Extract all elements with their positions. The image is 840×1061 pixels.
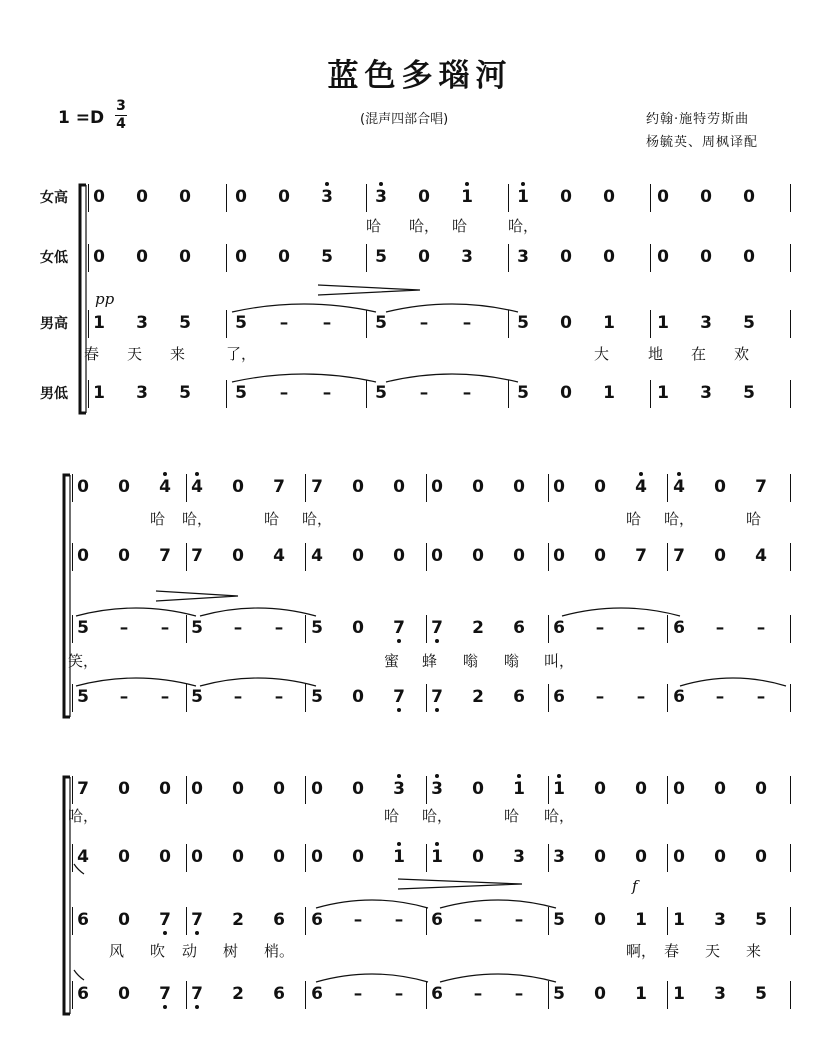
jianpu-note: 1 bbox=[635, 910, 647, 930]
jianpu-note: 7 bbox=[426, 687, 448, 707]
sustain-dash: – bbox=[394, 984, 404, 1004]
jianpu-note: 0 bbox=[594, 477, 606, 497]
lyric-syllable: 哈， bbox=[544, 807, 575, 825]
lyric-syllable: 欢 bbox=[734, 345, 750, 363]
lyric-syllable: 大 bbox=[594, 345, 610, 363]
jianpu-note: 0 bbox=[594, 910, 606, 930]
tie-continuation bbox=[74, 864, 84, 874]
sustain-dash: – bbox=[715, 687, 725, 707]
jianpu-note: 0 bbox=[352, 477, 364, 497]
jianpu-note: 6 bbox=[311, 984, 323, 1004]
system-bracket bbox=[80, 185, 86, 413]
jianpu-note: 6 bbox=[311, 910, 323, 930]
sustain-dash: – bbox=[353, 984, 363, 1004]
jianpu-note: 0 bbox=[603, 247, 615, 267]
jianpu-note: 7 bbox=[388, 687, 410, 707]
jianpu-note: 5 bbox=[191, 618, 203, 638]
jianpu-note: 0 bbox=[714, 546, 726, 566]
lyric-syllable: 风 bbox=[109, 942, 125, 960]
jianpu-note: 0 bbox=[553, 477, 565, 497]
jianpu-note: 5 bbox=[743, 383, 755, 403]
sustain-dash: – bbox=[462, 313, 472, 333]
jianpu-note: 7 bbox=[154, 984, 176, 1004]
jianpu-note: 4 bbox=[273, 546, 285, 566]
decrescendo-hairpin bbox=[318, 285, 420, 295]
jianpu-note: 0 bbox=[560, 247, 572, 267]
jianpu-note: 3 bbox=[388, 779, 410, 799]
slur-arc bbox=[680, 678, 786, 686]
jianpu-note: 0 bbox=[118, 477, 130, 497]
jianpu-note: 6 bbox=[673, 618, 685, 638]
jianpu-note: 1 bbox=[673, 910, 685, 930]
jianpu-note: 0 bbox=[513, 477, 525, 497]
time-signature-top: 3 bbox=[116, 98, 126, 114]
jianpu-note: 0 bbox=[635, 779, 647, 799]
sustain-dash: – bbox=[756, 687, 766, 707]
jianpu-note: 7 bbox=[388, 618, 410, 638]
jianpu-note: 5 bbox=[77, 618, 89, 638]
lyric-syllable: 蜜 bbox=[384, 652, 400, 670]
jianpu-note: 0 bbox=[594, 779, 606, 799]
jianpu-note: 5 bbox=[375, 313, 387, 333]
jianpu-note: 1 bbox=[603, 383, 615, 403]
lyric-syllable: 在 bbox=[691, 345, 707, 363]
jianpu-note: 0 bbox=[77, 546, 89, 566]
jianpu-note: 0 bbox=[560, 383, 572, 403]
jianpu-note: 0 bbox=[159, 847, 171, 867]
jianpu-note: 0 bbox=[560, 313, 572, 333]
sustain-dash: – bbox=[394, 910, 404, 930]
jianpu-note: 3 bbox=[700, 313, 712, 333]
jianpu-note: 5 bbox=[553, 984, 565, 1004]
jianpu-note: 0 bbox=[352, 779, 364, 799]
jianpu-note: 7 bbox=[273, 477, 285, 497]
jianpu-note: 5 bbox=[235, 313, 247, 333]
jianpu-note: 0 bbox=[352, 618, 364, 638]
lyric-syllable: 天 bbox=[127, 345, 143, 363]
jianpu-note: 7 bbox=[186, 984, 208, 1004]
part-label: 女低 bbox=[40, 250, 68, 266]
jianpu-note: 6 bbox=[673, 687, 685, 707]
jianpu-note: 2 bbox=[472, 618, 484, 638]
sustain-dash: – bbox=[595, 687, 605, 707]
lyric-syllable: 哈， bbox=[422, 807, 453, 825]
lyric-syllable: 哈， bbox=[409, 217, 440, 235]
jianpu-note: 0 bbox=[635, 847, 647, 867]
system-bracket bbox=[64, 777, 70, 1014]
jianpu-note: 4 bbox=[311, 546, 323, 566]
lyricist-credit: 杨毓英、周枫译配 bbox=[646, 135, 759, 150]
jianpu-note: 0 bbox=[755, 779, 767, 799]
jianpu-note: 0 bbox=[235, 187, 247, 207]
jianpu-note: 0 bbox=[594, 984, 606, 1004]
jianpu-note: 4 bbox=[755, 546, 767, 566]
lyric-syllable: 哈， bbox=[302, 510, 333, 528]
jianpu-note: 1 bbox=[635, 984, 647, 1004]
sustain-dash: – bbox=[595, 618, 605, 638]
jianpu-note: 0 bbox=[232, 779, 244, 799]
lyric-syllable: 哈， bbox=[182, 510, 213, 528]
jianpu-note: 7 bbox=[635, 546, 647, 566]
jianpu-note: 0 bbox=[118, 910, 130, 930]
jianpu-note: 1 bbox=[508, 779, 530, 799]
jianpu-note: 3 bbox=[517, 247, 529, 267]
jianpu-note: 7 bbox=[755, 477, 767, 497]
lyric-syllable: 哈 bbox=[264, 510, 280, 528]
sustain-dash: – bbox=[160, 687, 170, 707]
jianpu-note: 0 bbox=[594, 546, 606, 566]
jianpu-note: 0 bbox=[700, 187, 712, 207]
jianpu-note: 3 bbox=[136, 383, 148, 403]
jianpu-note: 0 bbox=[743, 247, 755, 267]
lyric-syllable: 哈 bbox=[384, 807, 400, 825]
sustain-dash: – bbox=[279, 313, 289, 333]
lyric-syllable: 梢。 bbox=[264, 942, 295, 960]
part-label: 男低 bbox=[40, 386, 68, 402]
jianpu-note: 7 bbox=[154, 910, 176, 930]
lyric-syllable: 哈 bbox=[452, 217, 468, 235]
jianpu-note: 6 bbox=[513, 618, 525, 638]
jianpu-note: 6 bbox=[273, 910, 285, 930]
jianpu-note: 1 bbox=[426, 847, 448, 867]
slur-arc bbox=[76, 608, 196, 616]
jianpu-note: 1 bbox=[93, 383, 105, 403]
jianpu-note: 0 bbox=[560, 187, 572, 207]
jianpu-note: 3 bbox=[370, 187, 392, 207]
jianpu-note: 1 bbox=[388, 847, 410, 867]
sustain-dash: – bbox=[119, 618, 129, 638]
jianpu-note: 7 bbox=[186, 910, 208, 930]
jianpu-note: 5 bbox=[311, 618, 323, 638]
jianpu-note: 0 bbox=[118, 847, 130, 867]
jianpu-note: 3 bbox=[513, 847, 525, 867]
sustain-dash: – bbox=[636, 687, 646, 707]
jianpu-note: 4 bbox=[77, 847, 89, 867]
dynamic-marking: pp bbox=[95, 290, 115, 308]
jianpu-note: 0 bbox=[418, 247, 430, 267]
jianpu-note: 5 bbox=[517, 313, 529, 333]
jianpu-note: 4 bbox=[668, 477, 690, 497]
jianpu-note: 0 bbox=[431, 477, 443, 497]
lyric-syllable: 哈 bbox=[150, 510, 166, 528]
jianpu-note: 0 bbox=[191, 779, 203, 799]
jianpu-note: 0 bbox=[755, 847, 767, 867]
dynamic-marking: f bbox=[632, 877, 638, 895]
jianpu-note: 0 bbox=[472, 779, 484, 799]
jianpu-note: 5 bbox=[553, 910, 565, 930]
slur-arc bbox=[316, 900, 428, 908]
jianpu-note: 0 bbox=[657, 187, 669, 207]
jianpu-note: 6 bbox=[77, 984, 89, 1004]
jianpu-note: 0 bbox=[553, 546, 565, 566]
lyric-syllable: 哈 bbox=[746, 510, 762, 528]
lyric-syllable: 笑， bbox=[68, 652, 99, 670]
lyric-syllable: 叫， bbox=[544, 652, 575, 670]
jianpu-note: 0 bbox=[179, 247, 191, 267]
lyric-syllable: 蜂 bbox=[422, 652, 438, 670]
jianpu-note: 0 bbox=[352, 687, 364, 707]
jianpu-note: 0 bbox=[472, 477, 484, 497]
composer-credit: 约翰·施特劳斯曲 bbox=[646, 112, 750, 127]
jianpu-note: 1 bbox=[657, 383, 669, 403]
jianpu-note: 5 bbox=[311, 687, 323, 707]
jianpu-note: 0 bbox=[311, 847, 323, 867]
jianpu-note: 0 bbox=[118, 984, 130, 1004]
jianpu-note: 6 bbox=[77, 910, 89, 930]
slur-arc bbox=[316, 974, 428, 982]
jianpu-note: 0 bbox=[179, 187, 191, 207]
lyric-syllable: 来 bbox=[746, 942, 762, 960]
jianpu-note: 1 bbox=[548, 779, 570, 799]
jianpu-note: 5 bbox=[235, 383, 247, 403]
score-title: 蓝色多瑙河 bbox=[327, 58, 513, 94]
jianpu-note: 0 bbox=[431, 546, 443, 566]
jianpu-note: 1 bbox=[603, 313, 615, 333]
jianpu-note: 2 bbox=[232, 910, 244, 930]
jianpu-note: 0 bbox=[93, 247, 105, 267]
jianpu-note: 1 bbox=[93, 313, 105, 333]
jianpu-note: 3 bbox=[316, 187, 338, 207]
lyric-syllable: 嗡 bbox=[504, 652, 520, 670]
jianpu-note: 6 bbox=[553, 687, 565, 707]
jianpu-note: 1 bbox=[673, 984, 685, 1004]
slur-arc bbox=[200, 608, 316, 616]
jianpu-note: 0 bbox=[273, 847, 285, 867]
slur-arc bbox=[562, 608, 680, 616]
jianpu-note: 0 bbox=[657, 247, 669, 267]
slur-arc bbox=[200, 678, 316, 686]
jianpu-note: 0 bbox=[278, 187, 290, 207]
sustain-dash: – bbox=[473, 910, 483, 930]
jianpu-note: 0 bbox=[232, 546, 244, 566]
lyric-syllable: 哈， bbox=[664, 510, 695, 528]
jianpu-note: 0 bbox=[352, 847, 364, 867]
jianpu-note: 0 bbox=[393, 546, 405, 566]
part-label: 女高 bbox=[40, 190, 68, 206]
jianpu-note: 5 bbox=[517, 383, 529, 403]
jianpu-note: 7 bbox=[426, 618, 448, 638]
jianpu-note: 3 bbox=[714, 984, 726, 1004]
jianpu-note: 6 bbox=[431, 910, 443, 930]
sustain-dash: – bbox=[419, 313, 429, 333]
jianpu-note: 0 bbox=[472, 546, 484, 566]
lyric-syllable: 了， bbox=[226, 345, 257, 363]
slur-arc bbox=[440, 900, 556, 908]
jianpu-note: 5 bbox=[743, 313, 755, 333]
jianpu-note: 0 bbox=[594, 847, 606, 867]
sustain-dash: – bbox=[279, 383, 289, 403]
jianpu-note: 0 bbox=[93, 187, 105, 207]
tie-continuation bbox=[74, 970, 84, 980]
slur-arc bbox=[232, 304, 376, 312]
sustain-dash: – bbox=[353, 910, 363, 930]
jianpu-note: 0 bbox=[418, 187, 430, 207]
jianpu-note: 0 bbox=[77, 477, 89, 497]
lyric-syllable: 啊， bbox=[626, 942, 657, 960]
sustain-dash: – bbox=[322, 383, 332, 403]
jianpu-note: 0 bbox=[700, 247, 712, 267]
jianpu-note: 5 bbox=[321, 247, 333, 267]
sustain-dash: – bbox=[636, 618, 646, 638]
jianpu-note: 3 bbox=[136, 313, 148, 333]
jianpu-note: 0 bbox=[352, 546, 364, 566]
jianpu-note: 7 bbox=[77, 779, 89, 799]
jianpu-note: 5 bbox=[375, 247, 387, 267]
slur-arc bbox=[440, 974, 556, 982]
jianpu-note: 6 bbox=[431, 984, 443, 1004]
jianpu-note: 3 bbox=[553, 847, 565, 867]
jianpu-note: 0 bbox=[513, 546, 525, 566]
jianpu-note: 0 bbox=[311, 779, 323, 799]
jianpu-note: 5 bbox=[191, 687, 203, 707]
jianpu-note: 0 bbox=[603, 187, 615, 207]
jianpu-note: 3 bbox=[700, 383, 712, 403]
lyric-syllable: 哈 bbox=[626, 510, 642, 528]
slur-arc bbox=[76, 678, 196, 686]
lyric-syllable: 春 bbox=[84, 345, 100, 363]
lyric-syllable: 春 bbox=[664, 942, 680, 960]
jianpu-note: 0 bbox=[393, 477, 405, 497]
jianpu-note: 5 bbox=[77, 687, 89, 707]
jianpu-note: 5 bbox=[755, 984, 767, 1004]
score-subtitle: (混声四部合唱) bbox=[360, 112, 449, 127]
jianpu-note: 1 bbox=[456, 187, 478, 207]
lyric-syllable: 天 bbox=[705, 942, 721, 960]
jianpu-note: 7 bbox=[159, 546, 171, 566]
lyric-syllable: 来 bbox=[170, 345, 186, 363]
lyric-syllable: 地 bbox=[648, 345, 664, 363]
jianpu-note: 0 bbox=[278, 247, 290, 267]
sustain-dash: – bbox=[233, 618, 243, 638]
slur-arc bbox=[232, 374, 376, 382]
lyric-syllable: 哈， bbox=[68, 807, 99, 825]
jianpu-note: 4 bbox=[186, 477, 208, 497]
lyric-syllable: 哈 bbox=[504, 807, 520, 825]
jianpu-note: 3 bbox=[426, 779, 448, 799]
time-signature-bottom: 4 bbox=[116, 116, 126, 132]
sustain-dash: – bbox=[715, 618, 725, 638]
system-bracket bbox=[64, 475, 70, 717]
sustain-dash: – bbox=[322, 313, 332, 333]
jianpu-note: 0 bbox=[714, 847, 726, 867]
jianpu-note: 5 bbox=[755, 910, 767, 930]
jianpu-note: 0 bbox=[136, 187, 148, 207]
jianpu-note: 4 bbox=[630, 477, 652, 497]
lyric-syllable: 嗡 bbox=[463, 652, 479, 670]
lyric-syllable: 动 bbox=[182, 942, 198, 960]
jianpu-note: 0 bbox=[136, 247, 148, 267]
slur-arc bbox=[386, 304, 518, 312]
jianpu-note: 5 bbox=[179, 383, 191, 403]
jianpu-note: 6 bbox=[513, 687, 525, 707]
jianpu-note: 0 bbox=[118, 779, 130, 799]
jianpu-note: 0 bbox=[472, 847, 484, 867]
decrescendo-hairpin bbox=[398, 879, 522, 889]
jianpu-note: 0 bbox=[235, 247, 247, 267]
sustain-dash: – bbox=[160, 618, 170, 638]
jianpu-note: 0 bbox=[191, 847, 203, 867]
jianpu-note: 1 bbox=[657, 313, 669, 333]
decrescendo-hairpin bbox=[156, 591, 238, 601]
jianpu-note: 3 bbox=[461, 247, 473, 267]
jianpu-note: 5 bbox=[179, 313, 191, 333]
lyric-syllable: 吹 bbox=[150, 942, 166, 960]
jianpu-note: 0 bbox=[159, 779, 171, 799]
jianpu-note: 0 bbox=[673, 847, 685, 867]
sustain-dash: – bbox=[756, 618, 766, 638]
sustain-dash: – bbox=[419, 383, 429, 403]
jianpu-note: 0 bbox=[232, 847, 244, 867]
jianpu-note: 7 bbox=[191, 546, 203, 566]
lyric-syllable: 树 bbox=[223, 942, 239, 960]
jianpu-note: 2 bbox=[232, 984, 244, 1004]
sustain-dash: – bbox=[514, 984, 524, 1004]
jianpu-note: 0 bbox=[273, 779, 285, 799]
sustain-dash: – bbox=[119, 687, 129, 707]
jianpu-note: 3 bbox=[714, 910, 726, 930]
sustain-dash: – bbox=[274, 687, 284, 707]
jianpu-note: 0 bbox=[714, 779, 726, 799]
jianpu-note: 6 bbox=[553, 618, 565, 638]
jianpu-note: 6 bbox=[273, 984, 285, 1004]
slur-arc bbox=[386, 374, 518, 382]
sustain-dash: – bbox=[462, 383, 472, 403]
part-label: 男高 bbox=[40, 316, 68, 332]
sustain-dash: – bbox=[473, 984, 483, 1004]
jianpu-note: 7 bbox=[311, 477, 323, 497]
lyric-syllable: 哈 bbox=[366, 217, 382, 235]
jianpu-note: 0 bbox=[232, 477, 244, 497]
lyric-syllable: 哈， bbox=[508, 217, 539, 235]
jianpu-note: 1 bbox=[512, 187, 534, 207]
jianpu-note: 0 bbox=[714, 477, 726, 497]
key-signature: 1 =D bbox=[58, 108, 105, 128]
jianpu-note: 0 bbox=[673, 779, 685, 799]
jianpu-note: 0 bbox=[118, 546, 130, 566]
sustain-dash: – bbox=[514, 910, 524, 930]
jianpu-note: 7 bbox=[673, 546, 685, 566]
jianpu-note: 0 bbox=[743, 187, 755, 207]
sustain-dash: – bbox=[233, 687, 243, 707]
jianpu-note: 5 bbox=[375, 383, 387, 403]
jianpu-note: 4 bbox=[154, 477, 176, 497]
jianpu-note: 2 bbox=[472, 687, 484, 707]
sustain-dash: – bbox=[274, 618, 284, 638]
